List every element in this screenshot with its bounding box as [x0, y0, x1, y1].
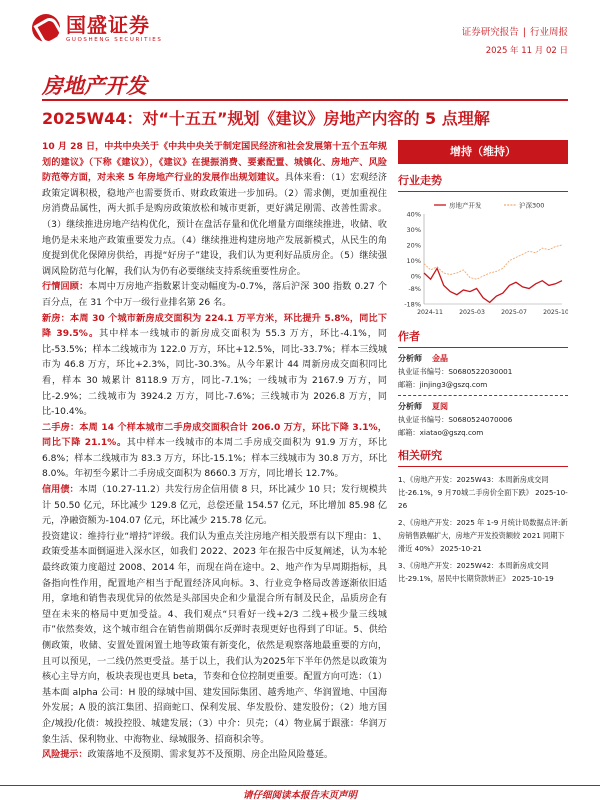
logo-cn-text: 国盛证券	[66, 13, 150, 37]
trend-chart	[398, 198, 568, 320]
market-review-label: 行情回顾：	[42, 282, 89, 293]
header-separator: |	[522, 27, 526, 38]
report-date: 2025 年 11 月 02 日	[485, 46, 568, 56]
analyst-1-cert: 执业证书编号：S0680522030001	[398, 367, 513, 376]
second-hand-text: 其中样本一线城市的本周二手房成交面积为 91.9 万方，环比 6.8%；样本二线城市为 83.3 万方，环比-15.1%；样本三线城市为 30.8 万方，环比 8.0%。年初至今累计二手房成交面积为 8660.3 万方，同比增长 12.7%。	[42, 438, 387, 480]
trend-chart-svg	[398, 198, 568, 320]
analyst-divider	[398, 395, 568, 396]
second-hand-highlight: 二手房：本周 14 个样本城市二手房成交面积合计 206.0 万方，环比下降 3.1%，同比下降 21.1%。	[42, 422, 387, 449]
related-list	[398, 473, 568, 585]
credit-bond-text: 本周（10.27-11.2）共发行房企信用债 8 只，环比减少 10 只；发行规模共计 50.50 亿元，环比减少 129.8 亿元，总偿还量 154.57 亿元，环比增加 85.98 亿元，净融资额为-104.07 亿元，环比减少 215.78 亿元。	[42, 485, 387, 527]
risk-paragraph	[42, 748, 387, 764]
analyst-2-email[interactable]: 邮箱：xiatao@gszq.com	[398, 428, 484, 437]
trend-heading: 行业走势	[398, 172, 568, 192]
report-type-line	[462, 24, 568, 38]
summary-highlight: 10 月 28 日，中共中央关于《中共中央关于制定国民经济和社会发展第十五个五年规划的建议》（下称《建议》），《建议》在提振消费、要素配置、城镇化、房地产、风险防范等方面，对未来 5 年房地产行业的发展作出规划建议。	[42, 142, 387, 184]
report-type: 证券研究报告	[461, 27, 519, 38]
rating-badge: 增持（维持）	[398, 140, 568, 164]
y-tick-label: -8%	[408, 284, 421, 293]
second-hand-paragraph	[42, 421, 387, 483]
y-tick-label: 40%	[406, 210, 421, 219]
y-tick-label: -18%	[404, 300, 421, 309]
x-tick-label: 2024-11	[417, 309, 443, 316]
summary-paragraph	[42, 140, 387, 280]
credit-bond-label: 信用债：	[42, 485, 79, 496]
title-divider	[42, 99, 568, 101]
analyst-1-name: 金晶	[432, 354, 448, 363]
y-tick-label: 20%	[406, 241, 421, 250]
header	[0, 0, 600, 58]
analyst-1-email[interactable]: 邮箱：jinjing3@gszq.com	[398, 380, 488, 389]
x-tick-label: 2025-03	[459, 309, 485, 316]
summary-text: 具体来看：（1）宏观经济政策定调积极，稳地产也需要货币、财政政策进一步加码。（2）需求侧，更加重视住房消费品属性，两大抓手是购房政策放松和城市更新，更好满足刚需、改善性需求。（3）继续推进房地产结构优化，预计在盘活存量和优化增量方面继续推进，收储、收地仍是未来地产政策重要发力点。（4）继续推进构建房地产发展新模式，从民生的角度提到优化保障房供给，再提“好房子”建设，我们认为更利好品质房企。（5）继续强调风险防范与化解，我们认为仍有必要继续支持系统重要性房企。	[42, 173, 387, 277]
analyst-1-role: 分析师	[398, 354, 422, 363]
y-tick-label: 10%	[406, 257, 421, 266]
analyst-2-cert: 执业证书编号：S0680524070006	[398, 415, 513, 424]
document-title: 2025W44：对“十五五”规划《建议》房地产内容的 5 点理解	[42, 109, 490, 128]
new-home-highlight: 新房：本周 30 个城市新房成交面积为 224.1 万平方米，环比提升 5.8%，同比下降 39.5%。	[42, 313, 387, 340]
new-home-text: 其中样本一线城市的新房成交面积为 55.3 万方，环比-4.1%，同比-53.5%；样本二线城市为 122.0 万方，环比+12.5%，同比-33.7%；样本三线城市为 46.8 万方，环比+2.3%，同比-30.3%。从今年累计 44 周新房成交面积同比看，样本 30 城累计 8118.9 万方，同比-7.1%；一线城市为 2167.9 万方，同比-2.9%；二线城市为 3924.2 万方，同比-7.6%；三线城市为 2026.8 万方，同比-10.4%。	[42, 329, 387, 418]
section-title: 房地产开发	[42, 74, 147, 98]
risk-label: 风险提示：	[42, 750, 88, 761]
logo-en-text: GUOSHENG SECURITIES	[66, 37, 163, 43]
market-review-text: 本周中万房地产指数累计变动幅度为-0.7%，落后沪深 300 指数 0.27 个百分点，在 31 个中万一级行业排名第 26 名。	[42, 282, 387, 308]
legend-label: 房地产开发	[449, 201, 482, 210]
related-item[interactable]: 1、《房地产开发：2025W43：本周新房成交同比-26.1%，9 月70城二手房价全面下跌》 2025-10-26	[398, 475, 568, 510]
y-tick-label: 30%	[406, 226, 421, 235]
report-category: 行业周报	[529, 27, 568, 38]
related-item[interactable]: 2、《房地产开发：2025 年 1-9 月统计局数据点评:新房销售跌幅扩大，房地产开发投资额较 2021 同期下滑近 40%》 2025-10-21	[398, 518, 568, 553]
main-body	[42, 140, 387, 770]
market-review-paragraph	[42, 280, 387, 311]
series-line	[424, 245, 562, 279]
analyst-2-name: 夏阅	[432, 402, 448, 411]
analyst-1	[398, 352, 568, 391]
analyst-2-role: 分析师	[398, 402, 422, 411]
credit-bond-paragraph	[42, 483, 387, 530]
related-heading: 相关研究	[398, 447, 568, 467]
legend-label: 沪深300	[519, 201, 545, 210]
analyst-2	[398, 400, 568, 439]
author-heading: 作者	[398, 328, 568, 348]
risk-text: 政策落地不及预期、需求复苏不及预期、房企出险风险蔓延。	[87, 750, 334, 761]
new-home-paragraph	[42, 312, 387, 421]
sidebar	[398, 140, 568, 589]
footer-disclaimer: 请仔细阅读本报告末页声明	[242, 790, 357, 800]
company-logo	[32, 14, 162, 43]
y-tick-label: 0%	[410, 272, 421, 281]
footer-divider	[0, 785, 600, 786]
investment-advice-paragraph: 投资建议：维持行业“增持”评级。我们认为重点关注房地产相关股票有以下理由：1、政策受基本面倒逼进入深水区，如我们 2022、2023 年在报告中反复阐述，认为本轮最终政策力度超过 2008、2014 年，而现在尚在途中。2、地产作为早周期指标，具备指向性作用，配置地产相当于配置经济风向标。3、行业竞争格局改善逐渐依旧适用，拿地和销售表现优异的依然是头部国央企和少量混合所有制及民企，品质房企有望在未来的格局中更加受益。4、我们观点“只看好一线+2/3 二线+极少量三线城市”依然奏效，这个城市组合在销售前期偶尔反弹时表现更好也得到了印证。5、供给侧政策，收储、安置处置闲置土地等政策有新变化，依然是观察落地最重要的方向，且可以预见，一二线仍然更受益。基于以上，我们认为2025年下半年仍然是以政策为核心主导方向，板块表现也更具 beta，节奏和仓位控制更重要。配置方向可选：（1）基本面 alpha 公司：H 股的绿城中国、建发国际集团、越秀地产、华润置地、中国海外发展；A 股的滨江集团、招商蛇口、保利发展、华发股份、建发股份；（2）地方国企/城投/化债：城投控股、城建发展；（3）中介：贝壳；（4）物业属于跟涨：华润万象生活、保利物业、中海物业、绿城服务、招商积余等。	[42, 531, 387, 745]
logo-icon	[32, 14, 60, 42]
x-tick-label: 2025-07	[501, 309, 527, 316]
x-tick-label: 2025-10	[543, 309, 568, 316]
related-item[interactable]: 3、《房地产开发：2025W42：本周新房成交同比-29.1%，居民中长期贷款转正》 2025-10-19	[398, 561, 554, 583]
